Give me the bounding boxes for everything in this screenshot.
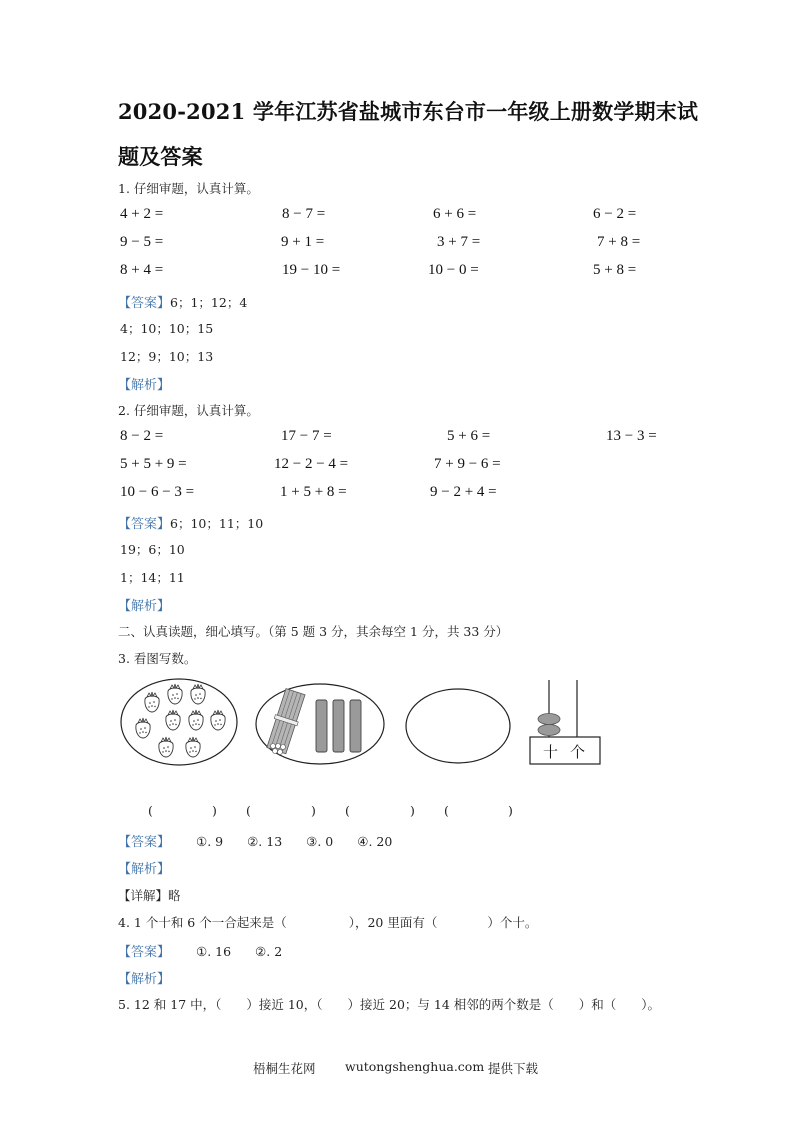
bead-icon bbox=[538, 714, 560, 725]
equation: 8 + 4 = bbox=[120, 262, 164, 278]
answer-item: ①. 9 bbox=[196, 834, 224, 849]
single-stick-icon bbox=[350, 700, 361, 752]
equation: 9 + 1 = bbox=[281, 234, 325, 250]
equation: 6 + 6 = bbox=[433, 206, 477, 222]
abacus-drawing bbox=[526, 678, 606, 768]
empty-set-figure bbox=[403, 686, 513, 766]
q2-analysis-label: 【解析】 bbox=[118, 599, 171, 614]
q3-prompt: 3. 看图写数。 bbox=[118, 651, 197, 666]
bead-icon bbox=[538, 725, 560, 736]
equation: 7 + 9 − 6 = bbox=[434, 456, 501, 472]
answer-label: 【答案】 bbox=[118, 835, 171, 850]
answer-label: 【答案】 bbox=[118, 945, 171, 960]
footer-url[interactable]: wutongshenghua.com bbox=[345, 1059, 485, 1074]
document-title-line2: 题及答案 bbox=[118, 144, 203, 169]
q3-detail bbox=[118, 886, 181, 904]
q1-prompt: 1. 仔细审题，认真计算。 bbox=[118, 181, 259, 196]
q1-analysis-label: 【解析】 bbox=[118, 378, 171, 393]
blank-close: ) bbox=[508, 803, 513, 818]
document-title-line1: 2020-2021 学年江苏省盐城市东台市一年级上册数学期末试 bbox=[118, 99, 699, 124]
q1-answer bbox=[118, 292, 247, 311]
q3-answer bbox=[118, 831, 392, 850]
tens-label: 十 bbox=[543, 743, 559, 761]
blank-open: ( bbox=[246, 803, 251, 818]
blank-open: ( bbox=[444, 803, 449, 818]
q3-analysis-label: 【解析】 bbox=[118, 862, 171, 877]
footer-suffix: 提供下载 bbox=[488, 1061, 539, 1076]
detail-text: 略 bbox=[168, 888, 181, 903]
strawberry-icon bbox=[136, 718, 150, 738]
answer-item: ②. 13 bbox=[247, 834, 283, 849]
q1-answer-line3: 12；9；10；13 bbox=[120, 349, 214, 364]
equation: 9 − 5 = bbox=[120, 234, 164, 250]
q5-question: 5. 12 和 17 中，（ ）接近 10，（ ）接近 20；与 14 相邻的两个数是（ ）和（ ）。 bbox=[118, 997, 660, 1012]
single-stick-icon bbox=[333, 700, 344, 752]
blank-close: ) bbox=[212, 803, 217, 818]
blank-open: ( bbox=[148, 803, 153, 818]
blank-close: ) bbox=[311, 803, 316, 818]
answer-label: 【答案】 bbox=[118, 296, 171, 311]
equation: 3 + 7 = bbox=[437, 234, 481, 250]
equation: 19 − 10 = bbox=[282, 262, 341, 278]
section2-heading: 二、认真读题，细心填写。（第 5 题 3 分，其余每空 1 分，共 33 分） bbox=[118, 624, 509, 639]
answer-label: 【答案】 bbox=[118, 517, 171, 532]
strawberries-figure bbox=[118, 676, 240, 768]
answer-text: 6；1；12；4 bbox=[170, 295, 248, 310]
equation: 7 + 8 = bbox=[597, 234, 641, 250]
strawberry-icon bbox=[159, 737, 173, 757]
q2-answer-line2: 19；6；10 bbox=[120, 542, 185, 557]
single-stick-icon bbox=[316, 700, 327, 752]
blank-close: ) bbox=[410, 803, 415, 818]
strawberry-icon bbox=[191, 684, 205, 704]
strawberry-icon bbox=[168, 684, 182, 704]
q2-answer-line3: 1；14；11 bbox=[120, 570, 185, 585]
q4-question bbox=[118, 913, 537, 931]
answer-text: 6；10；11；10 bbox=[170, 516, 264, 531]
footer-site-name: 梧桐生花网 bbox=[253, 1061, 316, 1076]
strawberry-icon bbox=[186, 737, 200, 757]
equation: 5 + 6 = bbox=[447, 428, 491, 444]
strawberry-icon bbox=[211, 710, 225, 730]
q4-analysis-label: 【解析】 bbox=[118, 972, 171, 987]
blank-open: ( bbox=[345, 803, 350, 818]
q4-text-c: ）个十。 bbox=[487, 915, 538, 930]
equation: 5 + 5 + 9 = bbox=[120, 456, 187, 472]
q1-answer-line2: 4；10；10；15 bbox=[120, 321, 214, 336]
ones-label: 个 bbox=[570, 743, 586, 761]
answer-item: ③. 0 bbox=[306, 834, 334, 849]
equation: 8 − 7 = bbox=[282, 206, 326, 222]
q4-text-a: 4. 1 个十和 6 个一合起来是（ bbox=[118, 915, 287, 930]
q2-prompt: 2. 仔细审题，认真计算。 bbox=[118, 403, 259, 418]
equation: 1 + 5 + 8 = bbox=[280, 484, 347, 500]
equation: 12 − 2 − 4 = bbox=[274, 456, 349, 472]
sticks-figure bbox=[253, 682, 387, 766]
answer-item: ④. 20 bbox=[357, 834, 393, 849]
q4-answer bbox=[118, 941, 282, 960]
equation: 8 − 2 = bbox=[120, 428, 164, 444]
strawberry-icon bbox=[166, 710, 180, 730]
equation: 13 − 3 = bbox=[606, 428, 657, 444]
answer-item: ①. 16 bbox=[196, 944, 232, 959]
answer-item: ②. 2 bbox=[255, 944, 283, 959]
equation: 6 − 2 = bbox=[593, 206, 637, 222]
equation: 4 + 2 = bbox=[120, 206, 164, 222]
strawberry-icon bbox=[189, 710, 203, 730]
equation: 10 − 6 − 3 = bbox=[120, 484, 195, 500]
equation: 9 − 2 + 4 = bbox=[430, 484, 497, 500]
equation: 5 + 8 = bbox=[593, 262, 637, 278]
strawberry-icon bbox=[145, 692, 159, 712]
detail-label: 【详解】 bbox=[118, 888, 169, 903]
q4-text-b: ），20 里面有（ bbox=[348, 915, 438, 930]
equation: 10 − 0 = bbox=[428, 262, 479, 278]
equation: 17 − 7 = bbox=[281, 428, 332, 444]
q2-answer bbox=[118, 513, 263, 532]
